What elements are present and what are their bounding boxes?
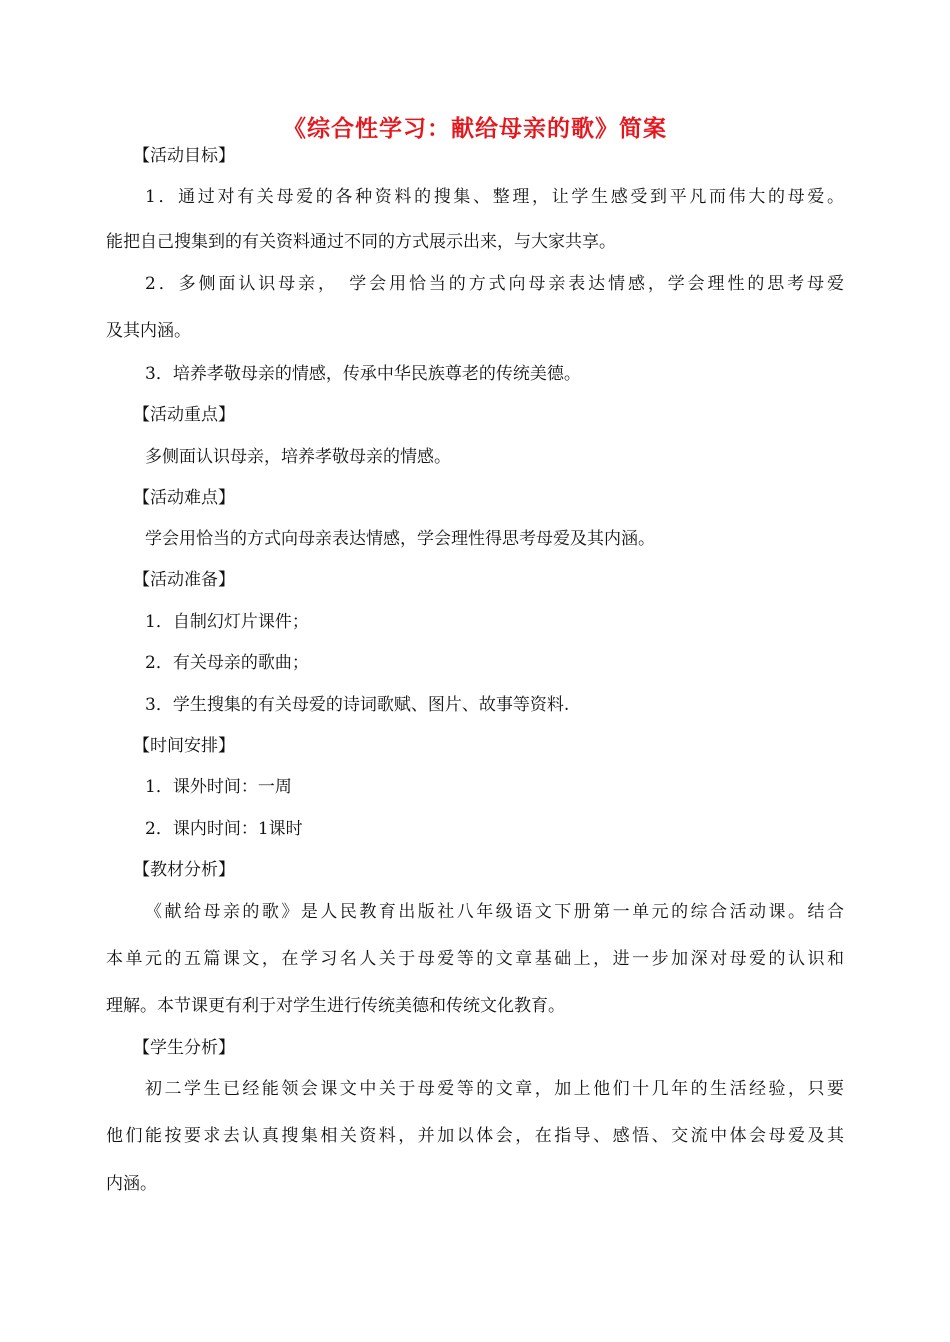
preparation-item2: 2．有关母亲的歌曲； [145,653,309,673]
document-title: 《综合性学习：献给母亲的歌》简案 [283,116,667,142]
schedule-item2: 2．课内时间：1课时 [145,819,303,839]
textbook-line3: 理解。本节课更有利于对学生进行传统美德和传统文化教育。 [106,996,565,1016]
students-heading: 【学生分析】 [133,1038,235,1058]
key-points-heading: 【活动重点】 [133,405,235,425]
difficulties-text: 学会用恰当的方式向母亲表达情感，学会理性得思考母爱及其内涵。 [145,529,655,549]
goals-item2-line1: 2．多侧面认识母亲， 学会用恰当的方式向母亲表达情感，学会理性的思考母爱 [145,274,844,294]
preparation-heading: 【活动准备】 [133,570,235,590]
preparation-item3: 3．学生搜集的有关母爱的诗词歌赋、图片、故事等资料. [145,695,570,715]
textbook-line1: 《献给母亲的歌》是人民教育出版社八年级语文下册第一单元的综合活动课。结合 [145,902,844,922]
difficulties-heading: 【活动难点】 [133,488,235,508]
goals-item3: 3．培养孝敬母亲的情感，传承中华民族尊老的传统美德。 [145,364,581,384]
schedule-heading: 【时间安排】 [133,736,235,756]
goals-item1-line2: 能把自己搜集到的有关资料通过不同的方式展示出来，与大家共享。 [106,232,616,252]
textbook-line2: 本单元的五篇课文，在学习名人关于母爱等的文章基础上，进一步加深对母爱的认识和 [106,949,844,969]
preparation-item1: 1．自制幻灯片课件； [145,612,309,632]
goals-item1-line1: 1．通过对有关母爱的各种资料的搜集、整理，让学生感受到平凡而伟大的母爱。 [145,187,844,207]
textbook-heading: 【教材分析】 [133,860,235,880]
key-points-text: 多侧面认识母亲，培养孝敬母亲的情感。 [145,447,451,467]
goals-heading: 【活动目标】 [133,146,235,166]
students-line1: 初二学生已经能领会课文中关于母爱等的文章，加上他们十几年的生活经验，只要 [145,1079,844,1099]
schedule-item1: 1．课外时间：一周 [145,777,292,797]
students-line3: 内涵。 [106,1174,157,1194]
students-line2: 他们能按要求去认真搜集相关资料，并加以体会，在指导、感悟、交流中体会母爱及其 [106,1126,844,1146]
goals-item2-line2: 及其内涵。 [106,321,191,341]
